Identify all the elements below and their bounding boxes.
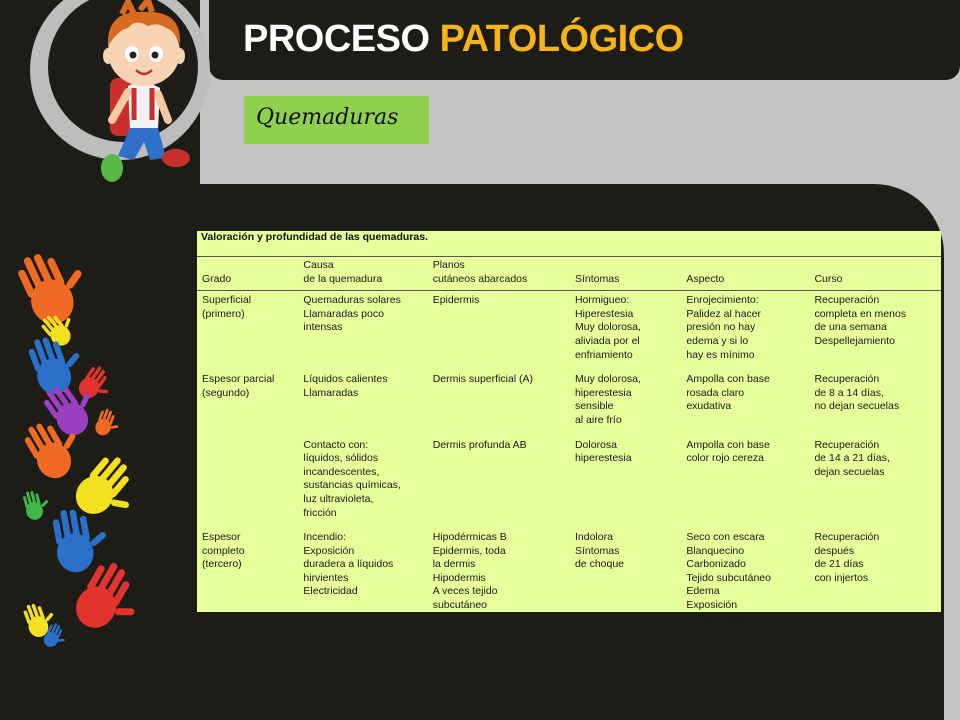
burn-assessment-table	[197, 231, 941, 625]
table-caption: Valoración y profundidad de las quemaduras.	[201, 231, 428, 243]
hands-decoration-icon	[8, 250, 143, 650]
title-part-1: PROCESO	[243, 18, 430, 60]
subtitle: Quemaduras	[256, 105, 399, 130]
title-part-2: PATOLÓGICO	[439, 18, 684, 60]
table-cell: Seco con escara Blanquecino Carbonizado Tejido subcutáneo Edema Exposición Hueso músculo	[686, 531, 771, 625]
table-cell: Muy dolorosa, hiperestesia sensible al aire frío	[574, 373, 641, 426]
table-cell: Espesor parcial (segundo)	[202, 373, 275, 399]
table-row	[197, 526, 941, 632]
header-planos: Planos cutáneos abarcados	[432, 259, 528, 285]
header-causa: Causa de la quemadura	[303, 259, 383, 285]
table-cell: Quemaduras solares Llamaradas poco intensas	[303, 294, 401, 334]
table-cell: Líquidos calientes Llamaradas	[303, 373, 388, 399]
table-cell: Dermis superficial (A)	[432, 373, 534, 386]
page-title	[243, 18, 684, 61]
table-cell: Incendio: Exposición duradera a líquidos hirvientes Electricidad	[303, 531, 394, 598]
table-cell: Epidermis	[432, 294, 480, 307]
burns-table	[197, 257, 941, 632]
boy-mascot-icon	[88, 0, 198, 185]
header-sintomas: Síntomas	[574, 272, 620, 285]
table-cell: Recuperación de 14 a 21 días, dejan secuelas	[814, 438, 890, 478]
table-cell: Contacto con: líquidos, sólidos incandescentes, sustancias químicas, luz ultravioleta, fricción	[303, 438, 401, 519]
table-cell	[197, 434, 298, 527]
table-cell: Dolorosa hiperestesia	[574, 438, 632, 465]
table-cell: Hormigueo: Hiperestesia Muy dolorosa, aliviada por el enfriamiento	[574, 294, 641, 361]
table-header-row	[197, 257, 941, 289]
table-cell: Indolora Síntomas de choque	[574, 531, 625, 571]
table-cell: Recuperación completa en menos de una semana Despellejamiento	[814, 294, 907, 347]
table-cell: Dermis profunda AB	[432, 438, 527, 451]
table-cell: Superficial (primero)	[202, 294, 252, 320]
table-cell: Enrojecimiento: Palidez al hacer presión no hay edema y si lo hay es mínimo	[686, 294, 762, 361]
table-cell: Recuperación después de 21 días con injertos	[814, 531, 880, 584]
header-grado: Grado	[202, 272, 232, 285]
table-cell: Recuperación de 8 a 14 días, no dejan secuelas	[814, 373, 900, 413]
subtitle-box	[244, 96, 429, 144]
table-cell: Hipodérmicas B Epidermis, toda la dermis Hipodermis A veces tejido subcutáneo	[432, 531, 507, 612]
table-row	[197, 368, 941, 433]
table-cell: Ampolla con base rosada claro exudativa	[686, 373, 770, 413]
header-aspecto: Aspecto	[686, 272, 725, 285]
table-cell: Espesor completo (tercero)	[202, 531, 245, 571]
table-cell: Ampolla con base color rojo cereza	[686, 438, 770, 465]
header-curso: Curso	[814, 272, 843, 285]
table-row	[197, 289, 941, 368]
table-row	[197, 434, 941, 527]
